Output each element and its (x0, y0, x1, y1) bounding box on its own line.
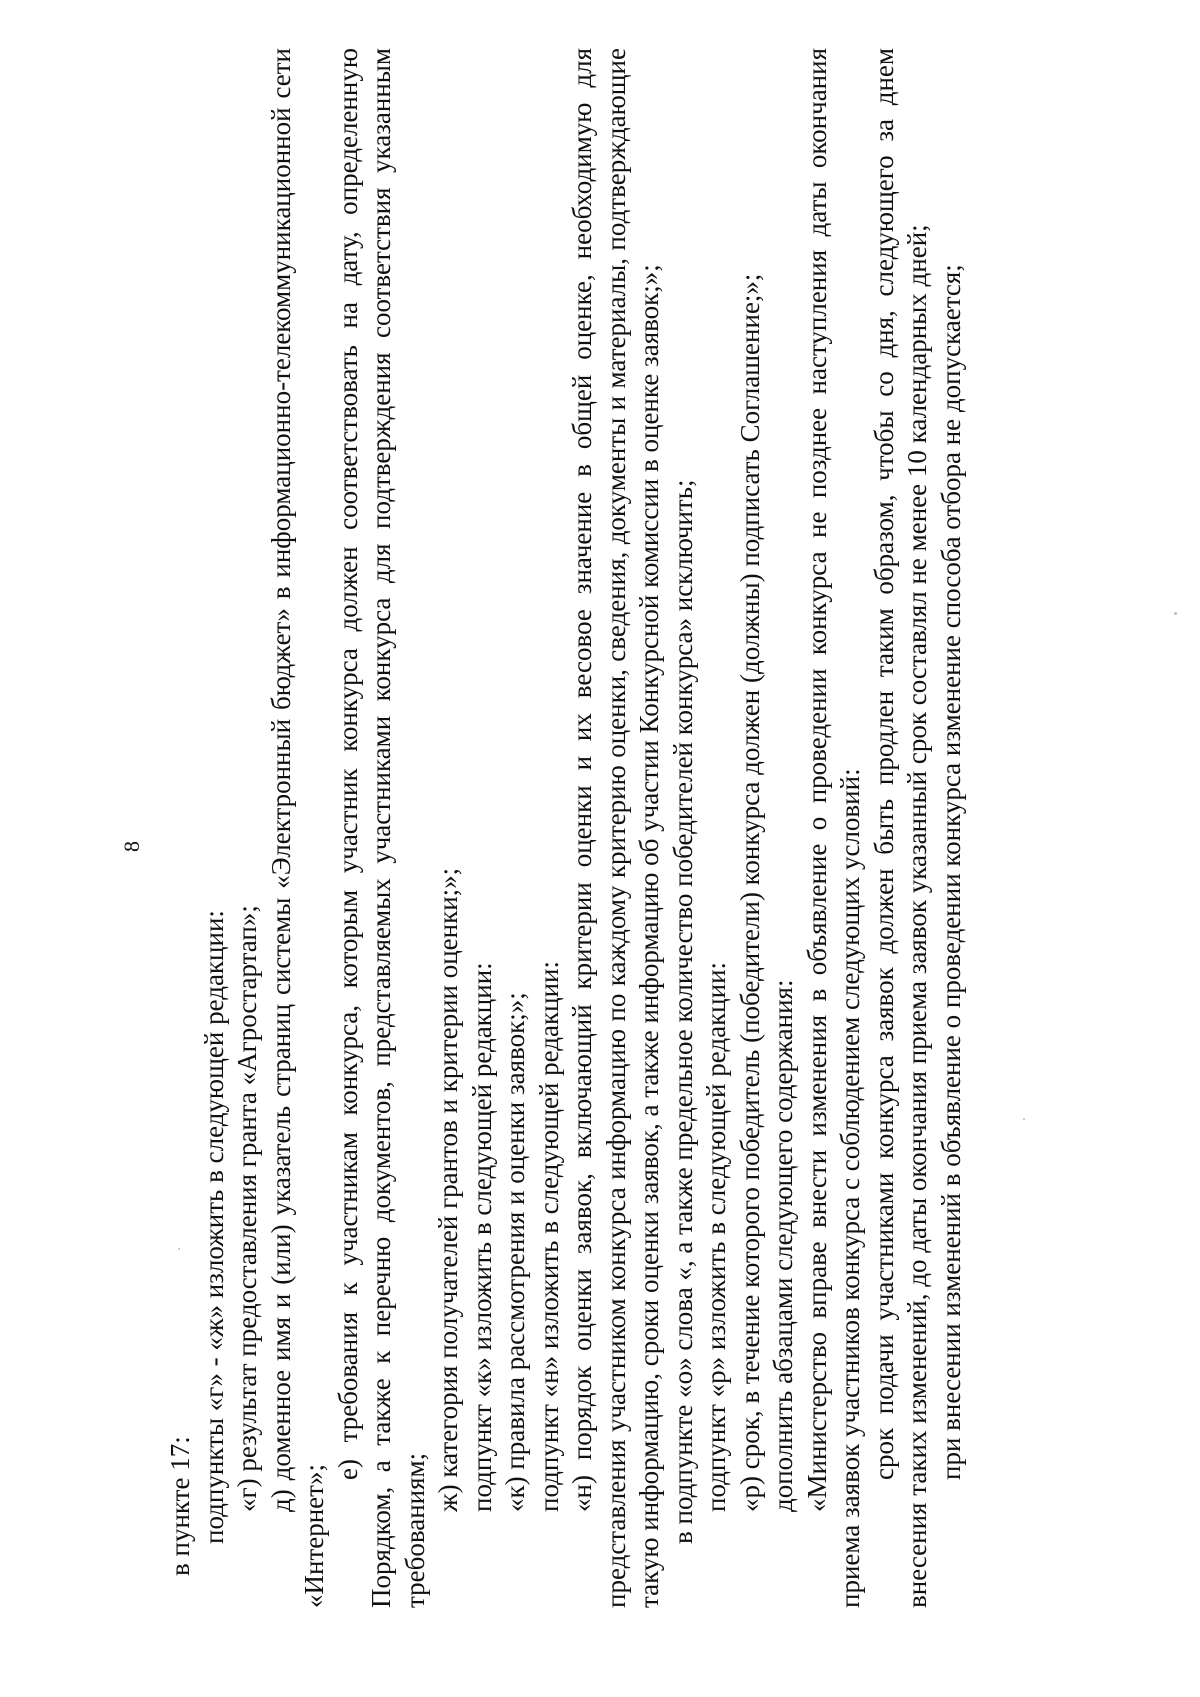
paragraph-item-e: е) требования к участникам конкурса, которым участник конкурса должен соответствовать на дату, определенную Порядком, а также к перечню документов, представляемых участниками конкурса для подтверждения соответствия указанным требованиям; (332, 48, 430, 1608)
paragraph-subitem-k-intro: подпункт «к» изложить в следующей редакции: (466, 962, 497, 1512)
paragraph-item-g: «г) результат предоставления гранта «Агростартап»; (232, 905, 262, 1512)
paragraph-subitem-r-intro: подпункт «р» изложить в следующей редакции: (701, 961, 731, 1512)
paragraph-intro: в пункте 17: (165, 1436, 195, 1576)
paragraph-subitem-n-intro: подпункт «н» изложить в следующей редакции: (533, 961, 564, 1512)
paragraph-item-zh: ж) категория получателей грантов и критерии оценки;»; (433, 867, 463, 1512)
paragraph-item-d: д) доменное имя и (или) указатель страниц системы «Электронный бюджет» в информационно-телекоммуникационной сети «Интернет»; (265, 48, 329, 1608)
paragraph-ministry-rights: «Министерство вправе внести изменения в объявление о проведении конкурса не позднее наступления даты окончания приема заявок участников конкурса с соблюдением следующих условий: (801, 48, 865, 1608)
paragraph-item-k: «к) правила рассмотрения и оценки заявок;»; (500, 992, 530, 1512)
document-body (164, 48, 968, 1608)
paragraph-deadline-condition: срок подачи участниками конкурса заявок должен быть продлен таким образом, чтобы со дня, следующего за днем внесения таких изменений, до даты окончания приема заявок указанный срок составлял не менее 10 календарных дней; (868, 48, 932, 1608)
paragraph-subitems-g-zh: подпункты «г» - «ж» изложить в следующей редакции: (198, 910, 229, 1544)
rotated-text-block (120, 48, 1020, 1608)
paragraph-item-n: «н) порядок оценки заявок, включающий критерии оценки и их весовое значение в общей оценке, необходимую для представления участником конкурса информацию по каждому критерию оценки, сведения, документы и материалы, подтверждающие такую информацию, сроки оценки заявок, а также информацию об участии Конкурсной комиссии в оценке заявок;»; (567, 48, 664, 1608)
paragraph-subitem-o: в подпункте «о» слова «, а также предельное количество победителей конкурса» исключить; (667, 479, 698, 1544)
scan-speck (1174, 612, 1177, 615)
paragraph-method-condition: при внесении изменений в объявление о проведении конкурса изменение способа отбора не допускается; (935, 264, 966, 1480)
paragraph-add-intro: дополнить абзацами следующего содержания: (768, 979, 798, 1512)
scan-speck (178, 1248, 180, 1250)
scan-speck (1023, 1118, 1025, 1120)
paragraph-item-r: «р) срок, в течение которого победитель (победители) конкурса должен (должны) подписать Соглашение;»; (734, 273, 765, 1512)
page-number: 8 (119, 841, 144, 852)
